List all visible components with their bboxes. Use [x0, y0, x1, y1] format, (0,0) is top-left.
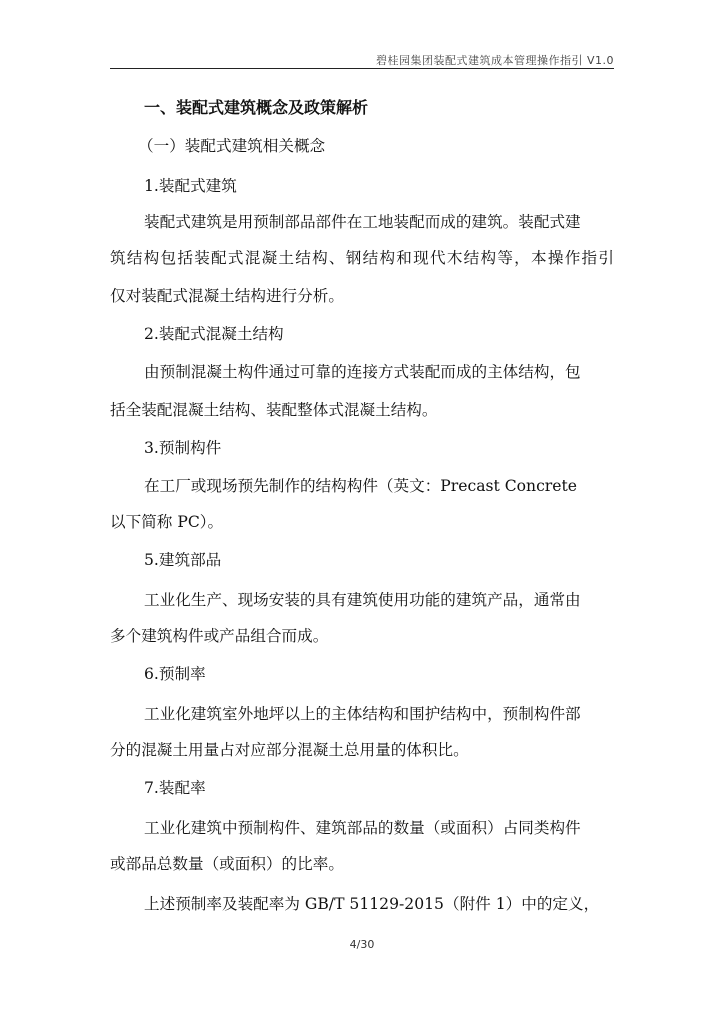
- paragraph-line: 上述预制率及装配率为 GB/T 51129-2015（附件 1）中的定义，: [144, 895, 600, 913]
- item-heading: 6.预制率: [144, 665, 206, 683]
- paragraph-line: 或部品总数量（或面积）的比率。: [110, 855, 344, 873]
- paragraph-line: 多个建筑构件或产品组合而成。: [110, 627, 329, 645]
- item-heading: 7.装配率: [144, 779, 206, 797]
- item-heading: 2.装配式混凝土结构: [144, 325, 284, 343]
- paragraph-line: 以下简称 PC）。: [110, 513, 224, 531]
- item-heading: 5.建筑部品: [144, 551, 222, 569]
- paragraph-line: 分的混凝土用量占对应部分混凝土总用量的体积比。: [110, 741, 469, 759]
- item-heading: 1.装配式建筑: [144, 177, 237, 195]
- paragraph-line: 在工厂或现场预先制作的结构构件（英文：Precast Concrete: [144, 477, 577, 495]
- item-heading: 3.预制构件: [144, 439, 222, 457]
- paragraph-line: 工业化建筑中预制构件、建筑部品的数量（或面积）占同类构件: [144, 819, 581, 837]
- paragraph-line: 仅对装配式混凝土结构进行分析。: [110, 287, 344, 305]
- page-header-title: 碧桂园集团装配式建筑成本管理操作指引 V1.0: [375, 54, 614, 67]
- header-divider: [110, 68, 614, 69]
- section-heading: 一、装配式建筑概念及政策解析: [144, 98, 369, 117]
- paragraph-line: 装配式建筑是用预制部品部件在工地装配而成的建筑。装配式建: [144, 213, 581, 231]
- paragraph-line: 由预制混凝土构件通过可靠的连接方式装配而成的主体结构，包: [144, 363, 581, 381]
- paragraph-line: 工业化建筑室外地坪以上的主体结构和围护结构中，预制构件部: [144, 705, 581, 723]
- paragraph-line: 筑结构包括装配式混凝土结构、钢结构和现代木结构等，本操作指引: [110, 249, 614, 267]
- paragraph-line: 工业化生产、现场安装的具有建筑使用功能的建筑产品，通常由: [144, 591, 581, 609]
- paragraph-line: 括全装配混凝土结构、装配整体式混凝土结构。: [110, 401, 438, 419]
- subsection-heading: （一）装配式建筑相关概念: [138, 137, 326, 155]
- page-number: 4/30: [349, 938, 375, 951]
